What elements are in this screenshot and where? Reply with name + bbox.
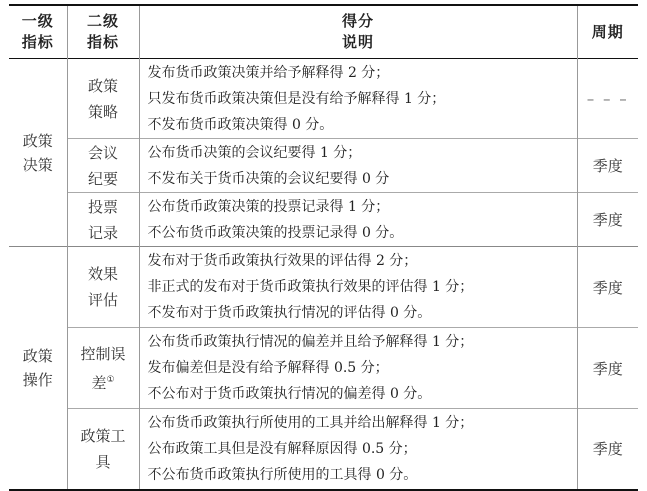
table-row <box>9 139 638 193</box>
table-row <box>9 59 638 139</box>
level2-control-error: 控制误 差① <box>67 328 139 409</box>
period-value: 季度 <box>577 139 638 193</box>
period-value: 季度 <box>577 193 638 247</box>
level2-effect-evaluation: 效果 评估 <box>67 247 139 328</box>
level2-policy-tools: 政策工 具 <box>67 409 139 490</box>
period-value: 季度 <box>577 328 638 409</box>
header-level2: 二级 指标 <box>67 5 139 59</box>
score-description: 公布货币政策执行情况的偏差并且给予解释得 1 分； 发布偏差但是没有给予解释得 0.5 分； 不公布对于货币政策执行情况的偏差得 0 分。 <box>139 328 577 409</box>
level2-policy-strategy: 政策 策略 <box>67 59 139 139</box>
score-description: 公布货币决策的会议纪要得 1 分； 不发布关于货币决策的会议纪要得 0 分 <box>139 139 577 193</box>
score-description: 发布对于货币政策执行效果的评估得 2 分； 非正式的发布对于货币政策执行效果的评估得 1 分； 不发布对于货币政策执行情况的评估得 0 分。 <box>139 247 577 328</box>
period-value: – – – <box>586 89 629 108</box>
level1-policy-decision: 政策 决策 <box>9 59 67 247</box>
table-row <box>9 193 638 247</box>
level1-policy-operation: 政策 操作 <box>9 247 67 490</box>
score-description: 发布货币政策决策并给予解释得 2 分； 只发布货币政策决策但是没有给予解释得 1 分； 不发布货币政策决策得 0 分。 <box>139 59 577 139</box>
footnote-marker: ① <box>106 374 115 385</box>
header-row <box>9 5 638 59</box>
level2-voting-record: 投票 记录 <box>67 193 139 247</box>
header-level1: 一级 指标 <box>9 5 67 59</box>
scoring-table <box>9 4 638 491</box>
score-description: 公布货币政策决策的投票记录得 1 分； 不公布货币政策决策的投票记录得 0 分。 <box>139 193 577 247</box>
period-value: 季度 <box>592 278 623 297</box>
table-row <box>9 328 638 409</box>
score-description: 公布货币政策执行所使用的工具并给出解释得 1 分； 公布政策工具但是没有解释原因得 0.5 分； 不公布货币政策执行所使用的工具得 0 分。 <box>139 409 577 490</box>
table-row <box>9 409 638 490</box>
header-score-description: 得分 说明 <box>139 5 577 59</box>
table-row <box>9 247 638 328</box>
header-period: 周期 <box>591 22 624 41</box>
period-value: 季度 <box>577 409 638 490</box>
level2-meeting-minutes: 会议 纪要 <box>67 139 139 193</box>
